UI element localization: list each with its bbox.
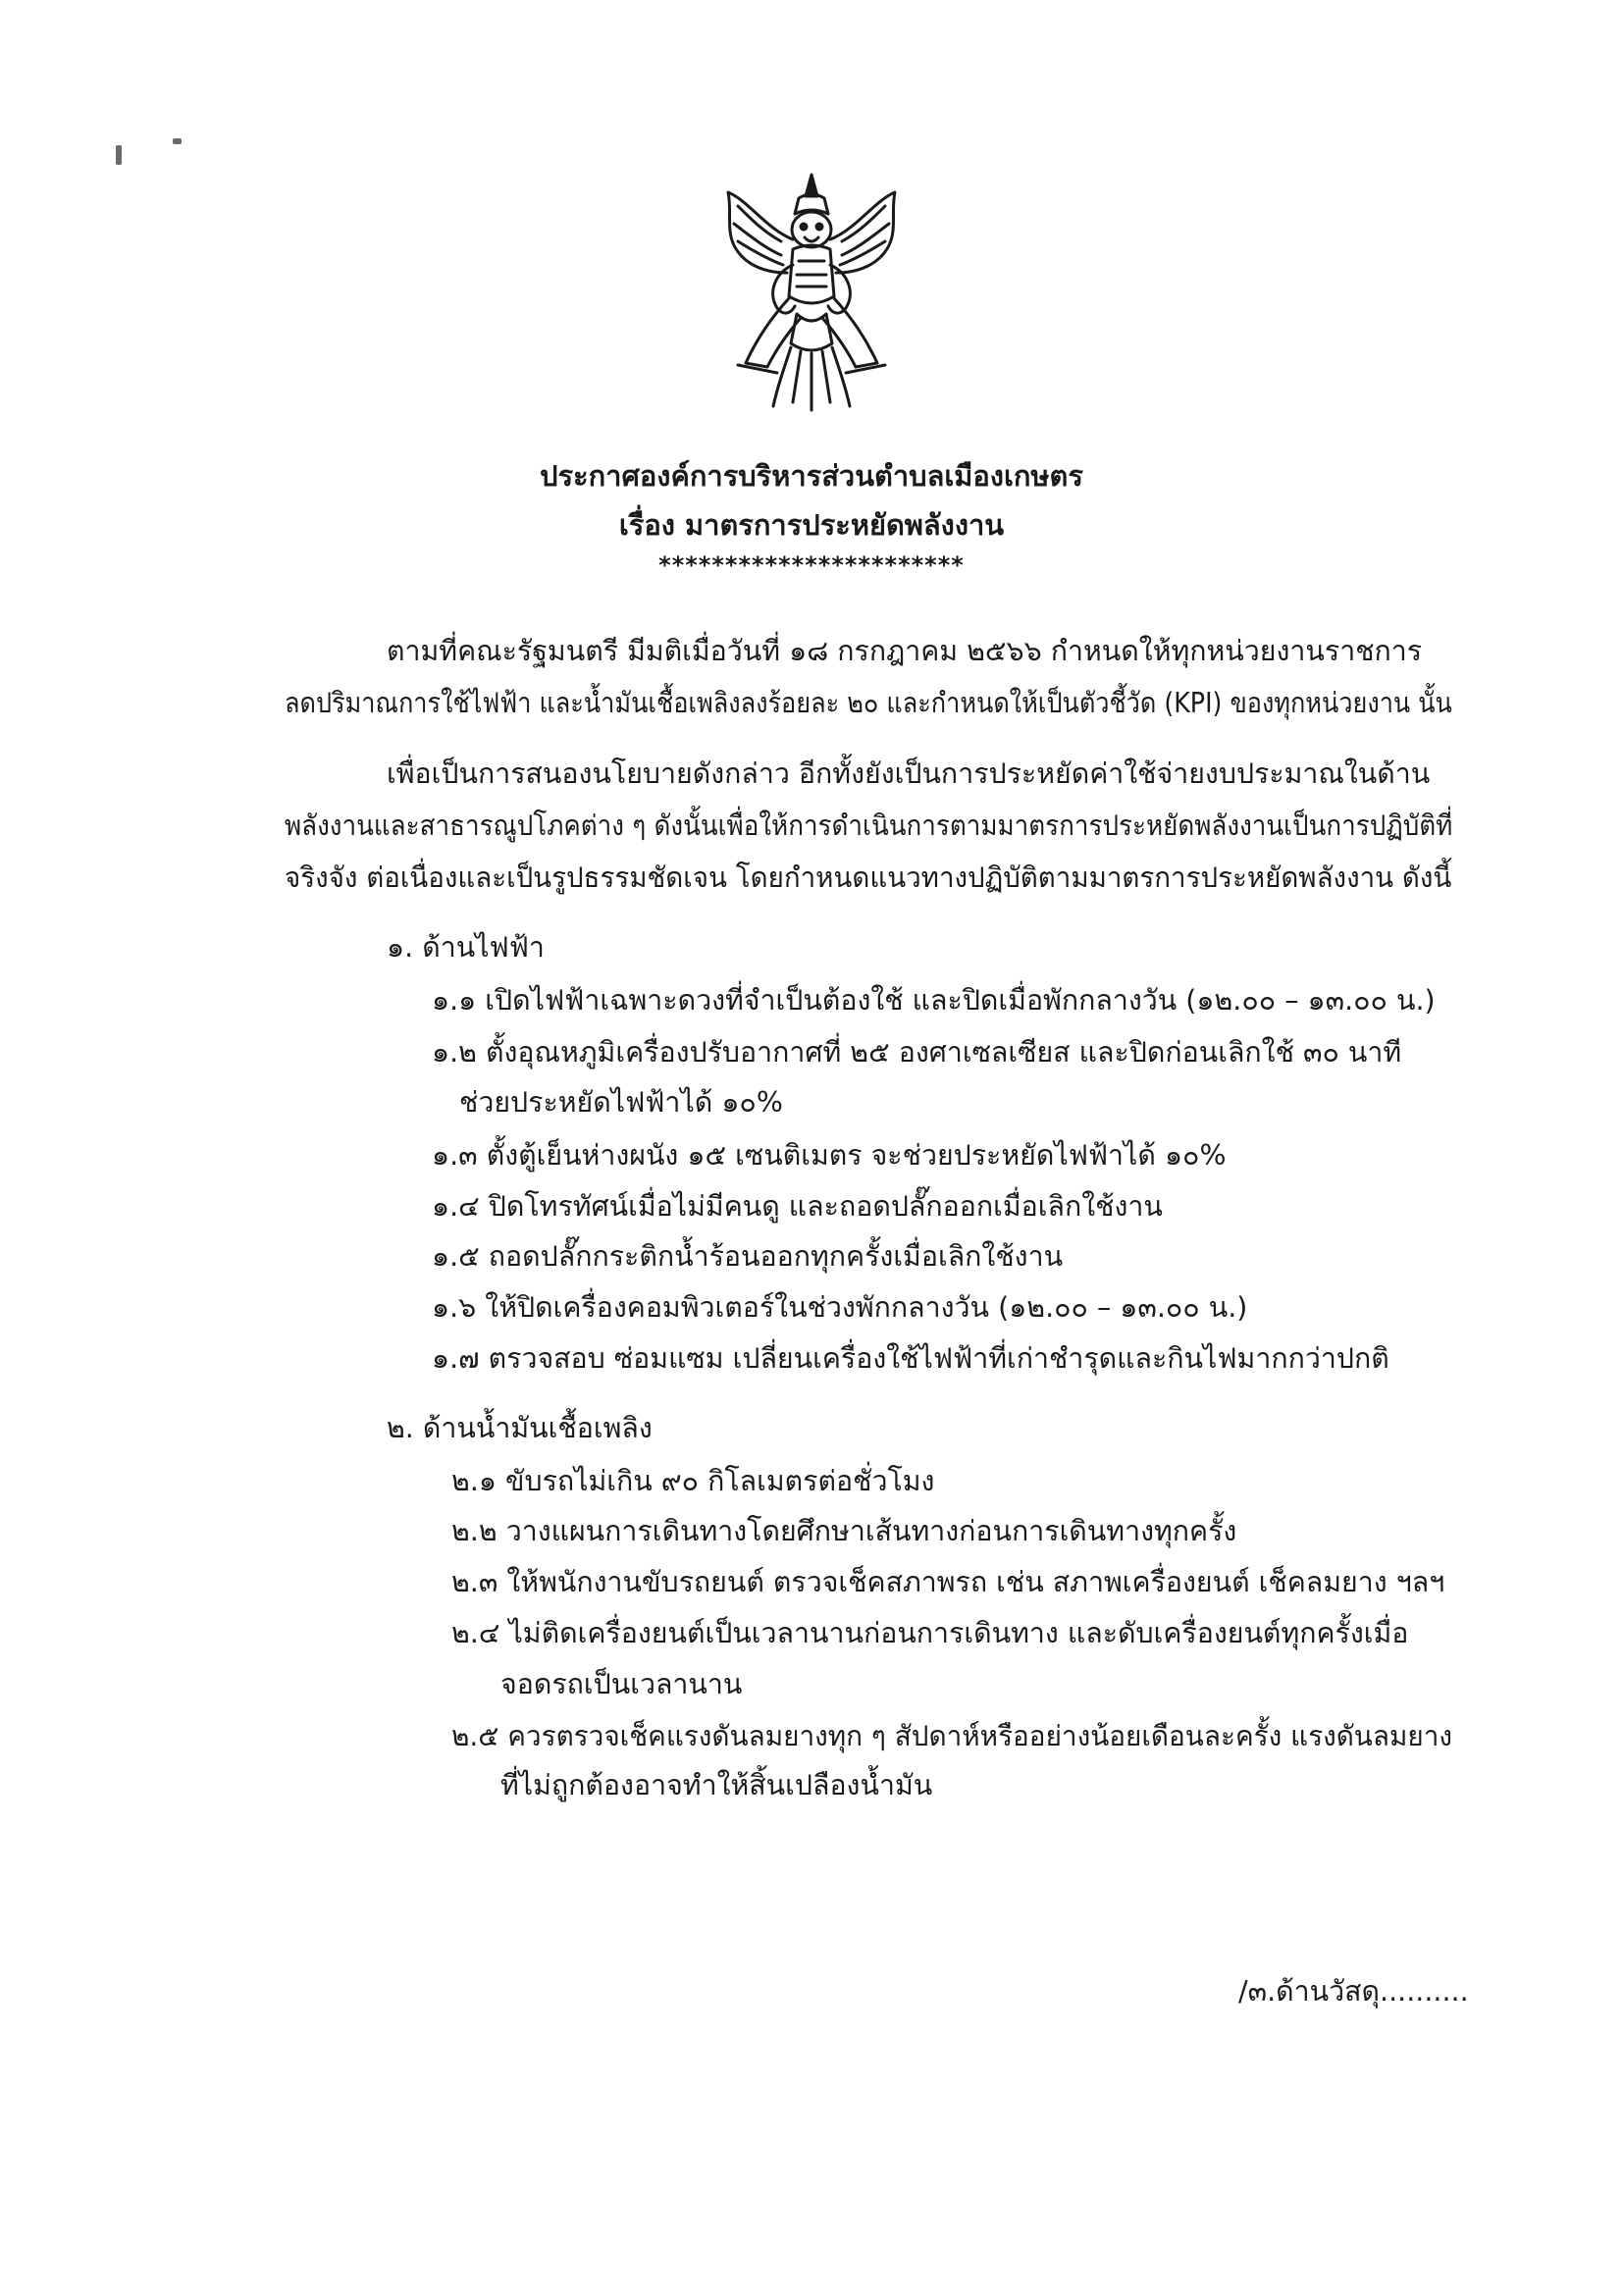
page-continuation: /๓.ด้านวัสดุ.......... bbox=[1238, 1975, 1469, 2008]
paragraph-2-line-2: พลังงานและสาธารณูปโภคต่าง ๆ ดังนั้นเพื่อให้การดำเนินการตามมาตรการประหยัดพลังงานเป็นการปฏิบัติที่ bbox=[285, 809, 1453, 842]
paragraph-2-line-1: เพื่อเป็นการสนองนโยบายดังกล่าว อีกทั้งยังเป็นการประหยัดค่าใช้จ่ายงบประมาณในด้าน bbox=[387, 757, 1431, 790]
section-1-item-7: ๑.๗ ตรวจสอบ ซ่อมแซม เปลี่ยนเครื่องใช้ไฟฟ้าที่เก่าชำรุดและกินไฟมากกว่าปกติ bbox=[432, 1342, 1389, 1375]
section-2-item-4-continued: จอดรถเป็นเวลานาน bbox=[500, 1668, 743, 1700]
scan-speck bbox=[116, 145, 122, 165]
section-2-item-4: ๒.๔ ไม่ติดเครื่องยนต์เป็นเวลานานก่อนการเดินทาง และดับเครื่องยนต์ทุกครั้งเมื่อ bbox=[451, 1617, 1409, 1649]
section-1-heading: ๑. ด้านไฟฟ้า bbox=[387, 931, 545, 964]
section-2-heading: ๒. ด้านน้ำมันเชื้อเพลิง bbox=[387, 1412, 653, 1444]
document-title: ประกาศองค์การบริหารส่วนตำบลเมืองเกษตร bbox=[540, 459, 1083, 493]
paragraph-1-line-2: ลดปริมาณการใช้ไฟฟ้า และน้ำมันเชื้อเพลิงลงร้อยละ ๒๐ และกำหนดให้เป็นตัวชี้วัด (KPI) ของทุกหน่วยงาน นั้น bbox=[285, 687, 1452, 719]
section-1-item-3: ๑.๓ ตั้งตู้เย็นห่างผนัง ๑๕ เซนติเมตร จะช่วยประหยัดไฟฟ้าได้ ๑๐% bbox=[432, 1139, 1227, 1172]
section-1-item-6: ๑.๖ ให้ปิดเครื่องคอมพิวเตอร์ในช่วงพักกลางวัน (๑๒.๐๐ – ๑๓.๐๐ น.) bbox=[432, 1291, 1248, 1324]
section-1-item-1: ๑.๑ เปิดไฟฟ้าเฉพาะดวงที่จำเป็นต้องใช้ และปิดเมื่อพักกลางวัน (๑๒.๐๐ – ๑๓.๐๐ น.) bbox=[432, 984, 1436, 1017]
section-1-item-4: ๑.๔ ปิดโทรทัศน์เมื่อไม่มีคนดู และถอดปลั๊กออกเมื่อเลิกใช้งาน bbox=[432, 1190, 1163, 1223]
paragraph-1-line-1: ตามที่คณะรัฐมนตรี มีมติเมื่อวันที่ ๑๘ กรกฎาคม ๒๕๖๖ กำหนดให้ทุกหน่วยงานราชการ bbox=[387, 635, 1423, 667]
section-1-item-2-continued: ช่วยประหยัดไฟฟ้าได้ ๑๐% bbox=[459, 1086, 783, 1119]
title-divider: *********************** bbox=[658, 551, 965, 579]
paragraph-2-line-3: จริงจัง ต่อเนื่องและเป็นรูปธรรมชัดเจน โดยกำหนดแนวทางปฏิบัติตามมาตรการประหยัดพลังงาน ดังนี้ bbox=[285, 861, 1452, 894]
section-2-item-2: ๒.๒ วางแผนการเดินทางโดยศึกษาเส้นทางก่อนการเดินทางทุกครั้ง bbox=[451, 1515, 1237, 1547]
scan-speck bbox=[173, 138, 182, 144]
document-subject: เรื่อง มาตรการประหยัดพลังงาน bbox=[618, 508, 1005, 542]
section-1-item-2: ๑.๒ ตั้งอุณหภูมิเครื่องปรับอากาศที่ ๒๕ องศาเซลเซียส และปิดก่อนเลิกใช้ ๓๐ นาที bbox=[432, 1036, 1402, 1069]
section-2-item-5: ๒.๕ ควรตรวจเช็คแรงดันลมยางทุก ๆ สัปดาห์หรืออย่างน้อยเดือนละครั้ง แรงดันลมยาง bbox=[451, 1720, 1453, 1752]
section-2-item-5-continued: ที่ไม่ถูกต้องอาจทำให้สิ้นเปลืองน้ำมัน bbox=[500, 1769, 933, 1801]
garuda-emblem-icon bbox=[718, 171, 905, 414]
section-1-item-5: ๑.๕ ถอดปลั๊กกระติกน้ำร้อนออกทุกครั้งเมื่อเลิกใช้งาน bbox=[432, 1240, 1064, 1273]
section-2-item-3: ๒.๓ ให้พนักงานขับรถยนต์ ตรวจเช็คสภาพรถ เช่น สภาพเครื่องยนต์ เช็คลมยาง ฯลฯ bbox=[451, 1566, 1445, 1598]
section-2-item-1: ๒.๑ ขับรถไม่เกิน ๙๐ กิโลเมตรต่อชั่วโมง bbox=[451, 1465, 935, 1497]
